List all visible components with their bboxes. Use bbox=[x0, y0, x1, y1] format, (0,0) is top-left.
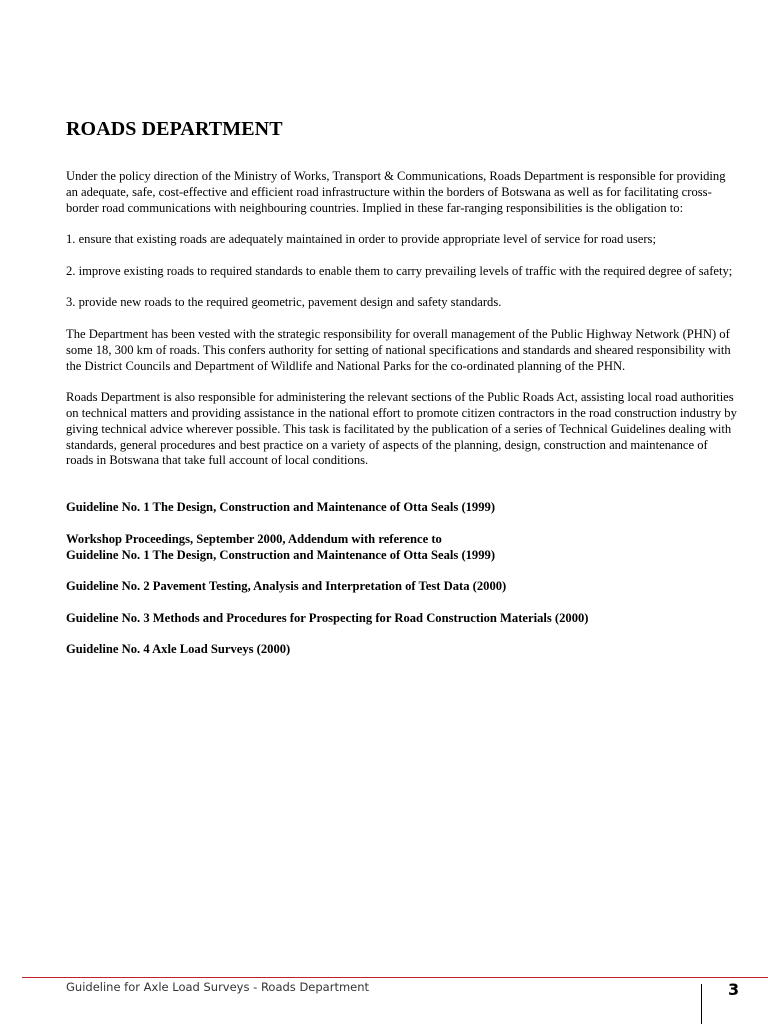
guideline-list bbox=[66, 500, 738, 658]
guideline-item-2: Guideline No. 2 Pavement Testing, Analysis and Interpretation of Test Data (2000) bbox=[66, 579, 507, 594]
workshop-line-1: Workshop Proceedings, September 2000, Addendum with reference to bbox=[66, 531, 442, 546]
guideline-item-3: Guideline No. 3 Methods and Procedures for Prospecting for Road Construction Materials (2000) bbox=[66, 610, 589, 625]
phn-paragraph: The Department has been vested with the strategic responsibility for overall management of the Public Highway Network (PHN) of some 18, 300 km of roads. This confers authority for setting of national specifications and standards and sheared responsibility with the District Councils and Department of Wildlife and National Parks for the co-ordinated planning of the PHN. bbox=[66, 326, 731, 373]
footer-rule bbox=[22, 977, 768, 978]
guideline-item-workshop bbox=[66, 532, 738, 564]
intro-paragraph: Under the policy direction of the Ministry of Works, Transport & Communications, Roads Department is responsible for providing an adequate, safe, cost-effective and efficient road infrastructure within the borders of Botswana as well as for facilitating cross-border road communications with neighbouring countries. Implied in these far-ranging responsibilities is the obligation to: bbox=[66, 169, 726, 215]
page-title: ROADS DEPARTMENT bbox=[66, 118, 283, 140]
public-roads-act-paragraph: Roads Department is also responsible for administering the relevant sections of the Public Roads Act, assisting local road authorities on technical matters and providing assistance in the national effort to promote citizen contractors in the road construction industry by giving technical advice wherever possible. This task is facilitated by the publication of a series of Technical Guidelines dealing with standards, general procedures and best practice on a variety of aspects of the planning, design, construction and maintenance of roads in Botswana that take full account of local conditions. bbox=[66, 390, 737, 468]
obligation-item-1: 1. ensure that existing roads are adequately maintained in order to provide appropriate level of service for road users; bbox=[66, 232, 656, 247]
obligation-item-3: 3. provide new roads to the required geometric, pavement design and safety standards. bbox=[66, 295, 502, 310]
page-number: 3 bbox=[728, 980, 740, 999]
footer-divider bbox=[701, 984, 702, 1024]
page-content bbox=[66, 118, 738, 674]
footer-title: Guideline for Axle Load Surveys - Roads Department bbox=[66, 980, 370, 994]
obligation-item-2: 2. improve existing roads to required standards to enable them to carry prevailing levels of traffic with the required degree of safety; bbox=[66, 263, 733, 278]
guideline-item-4: Guideline No. 4 Axle Load Surveys (2000) bbox=[66, 642, 291, 657]
guideline-item-1: Guideline No. 1 The Design, Construction and Maintenance of Otta Seals (1999) bbox=[66, 500, 496, 515]
workshop-line-2: Guideline No. 1 The Design, Construction and Maintenance of Otta Seals (1999) bbox=[66, 547, 496, 562]
